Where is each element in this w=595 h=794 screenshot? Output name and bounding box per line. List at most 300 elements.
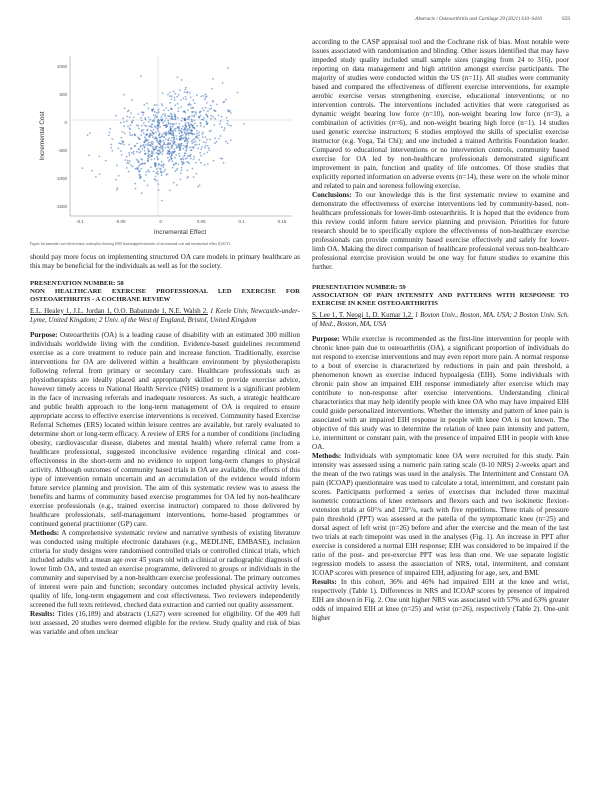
bootstrap-point [208, 149, 210, 151]
bootstrap-point [120, 122, 122, 124]
bootstrap-point [170, 151, 172, 153]
y-tick-label: -1000 [55, 176, 67, 181]
bootstrap-point [189, 92, 191, 94]
bootstrap-point [122, 131, 124, 133]
bootstrap-point [188, 123, 190, 125]
bootstrap-point [169, 190, 171, 192]
bootstrap-point [144, 104, 146, 106]
bootstrap-point [168, 123, 170, 125]
x-tick-label: 0.1 [238, 219, 245, 224]
bootstrap-point [131, 152, 133, 154]
bootstrap-point [199, 184, 201, 186]
bootstrap-point [129, 134, 131, 136]
bootstrap-point [200, 148, 202, 150]
bootstrap-point [172, 126, 174, 128]
bootstrap-point [182, 164, 184, 166]
bootstrap-point [170, 118, 172, 120]
bootstrap-point [197, 147, 199, 149]
bootstrap-point [211, 107, 213, 109]
bootstrap-point [163, 125, 165, 127]
bootstrap-point [207, 145, 209, 147]
bootstrap-point [121, 137, 123, 139]
bootstrap-point [169, 92, 171, 94]
bootstrap-point [183, 159, 185, 161]
bootstrap-point [174, 99, 176, 101]
bootstrap-point [138, 166, 140, 168]
bootstrap-point [200, 162, 202, 164]
bootstrap-point [150, 166, 152, 168]
bootstrap-point [155, 131, 157, 133]
bootstrap-point [134, 183, 136, 185]
bootstrap-point [181, 120, 183, 122]
bootstrap-point [194, 144, 196, 146]
bootstrap-point [224, 127, 226, 129]
bootstrap-point [147, 143, 149, 145]
bootstrap-point [121, 140, 123, 142]
bootstrap-point [166, 153, 168, 155]
bootstrap-point [170, 139, 172, 141]
bootstrap-point [199, 111, 201, 113]
bootstrap-point [117, 187, 119, 189]
bootstrap-point [178, 126, 180, 128]
results-section [312, 578, 569, 623]
bootstrap-point [160, 145, 162, 147]
bootstrap-point [154, 158, 156, 160]
bootstrap-point [200, 115, 202, 117]
presentation-58-title: NON HEALTHCARE EXERCISE PROFESSIONAL LED EXERCISE FOR OSTEOARTHRITIS - A COCHRANE REVIEW [30, 288, 300, 304]
bootstrap-point [218, 115, 220, 117]
bootstrap-point [108, 135, 110, 137]
bootstrap-point [139, 138, 141, 140]
bootstrap-point [184, 91, 186, 93]
bootstrap-point [151, 143, 153, 145]
bootstrap-point [155, 127, 157, 129]
bootstrap-point [159, 139, 161, 141]
bootstrap-point [172, 151, 174, 153]
bootstrap-point [167, 146, 169, 148]
bootstrap-point [200, 122, 202, 124]
bootstrap-point [188, 118, 190, 120]
x-tick-label: 0.05 [196, 219, 206, 224]
bootstrap-point [149, 156, 151, 158]
bootstrap-point [126, 156, 128, 158]
bootstrap-point [200, 125, 202, 127]
bootstrap-point [209, 108, 211, 110]
bootstrap-point [129, 127, 131, 129]
bootstrap-point [154, 179, 156, 181]
bootstrap-point [191, 121, 193, 123]
bootstrap-point [193, 158, 195, 160]
bootstrap-point [230, 112, 232, 114]
bootstrap-point [157, 173, 159, 175]
bootstrap-point [145, 174, 147, 176]
bootstrap-point [160, 136, 162, 138]
methods-text: A comprehensive systematic review and narrative synthesis of existing literature was conducted using multiple electronic databases (e.g., MEDLINE, EMBASE), inclusion criteria for study designs were randomised controlled trials or controlled clinical trials, which included adults with a mean age over 45 years old with a clinical or radiographic diagnosis of lower limb OA, and tested an exercise programme, delivered to groups or individuals in the community and supervised by a non-healthcare exercise professional. The primary outcomes of interest were pain and function; secondary outcomes included physical activity levels, quality of life, long-term engagement and cost effectiveness. Two reviewers independently screened the full texts retrieved, checked data extraction and carried out quality assessment. [30, 528, 300, 609]
bootstrap-point [211, 88, 213, 90]
bootstrap-point [153, 148, 155, 150]
bootstrap-point [196, 130, 198, 132]
bootstrap-point [202, 132, 204, 134]
bootstrap-point [196, 94, 198, 96]
bootstrap-point [125, 159, 127, 161]
bootstrap-point [220, 120, 222, 122]
bootstrap-point [116, 165, 118, 167]
bootstrap-point [143, 122, 145, 124]
bootstrap-point [144, 136, 146, 138]
bootstrap-point [202, 136, 204, 138]
bootstrap-point [196, 144, 198, 146]
bootstrap-point [169, 159, 171, 161]
bootstrap-point [160, 165, 162, 167]
bootstrap-point [209, 138, 211, 140]
bootstrap-point [194, 128, 196, 130]
affiliations: 1 Keele Univ, Newcastle-under-Lyme, United Kingdom; 2 Univ. of the West of England, Bristol, United Kingdom [30, 306, 301, 324]
x-tick-label: 0.15 [277, 219, 287, 224]
bootstrap-point [160, 147, 162, 149]
methods-text: Individuals with symptomatic knee OA were recruited for this study. Pain intensity was assessed using a numeric pain rating scale (0-10 NRS) 2-weeks apart and the mean of the two ratings was used in the analysis. The Intermittent and Constant OA pain (ICOAP) questionnaire was used to calculate a total, intermittent, and constant pain scores. Participants performed a series of exercises that included three maximal isometric contractions of knee extensors and flexors each and two isokinetic flexion-extension trials at 60°/s and 120°/s, each with five repetitions. Three trials of pressure pain threshold (PPT) was assessed at the patella of the symptomatic knee (n=25) and dorsal aspect of left wrist (n=26) before and after the exercise and the mean of the last two trials at each timepoint was used in the analyses (Fig. 1). An increase in PPT after exercise is considered a normal EIH response; EIH was considered to be impaired if the ratio of the post- and pre-exercise PPT was less than one. We use separate logistic regression models to assess the association of NRS, total, intermittent, and constant ICOAP scores with presence of impaired EIH, adjusting for age, sex, and BMI. [312, 451, 569, 577]
bootstrap-point [189, 116, 191, 118]
conclusions-section [312, 191, 569, 272]
bootstrap-point [167, 119, 169, 121]
bootstrap-point [243, 123, 245, 125]
bootstrap-point [191, 119, 193, 121]
bootstrap-point [196, 125, 198, 127]
bootstrap-point [202, 107, 204, 109]
bootstrap-point [154, 117, 156, 119]
bootstrap-point [154, 111, 156, 113]
bootstrap-point [131, 99, 133, 101]
bootstrap-point [173, 91, 175, 93]
bootstrap-point [136, 151, 138, 153]
bootstrap-point [105, 160, 107, 162]
bootstrap-point [172, 130, 174, 132]
bootstrap-point [180, 143, 182, 145]
bootstrap-point [174, 170, 176, 172]
bootstrap-point [204, 98, 206, 100]
bootstrap-point [175, 128, 177, 130]
methods-section [30, 529, 300, 610]
bootstrap-point [157, 183, 159, 185]
bootstrap-point [155, 176, 157, 178]
bootstrap-point [237, 92, 239, 94]
bootstrap-point [138, 113, 140, 115]
bootstrap-point [221, 126, 223, 128]
bootstrap-point [155, 163, 157, 165]
bootstrap-point [140, 75, 142, 77]
bootstrap-point [205, 93, 207, 95]
bootstrap-point [146, 134, 148, 136]
figure-caption: Figure. Incremental cost-effectiveness scatterplot showing 1000 bootstrapped estimates of incremental cost and incremental effect (QALY). [30, 242, 231, 246]
bootstrap-point [140, 134, 142, 136]
bootstrap-point [179, 89, 181, 91]
bootstrap-point [192, 99, 194, 101]
bootstrap-point [210, 115, 212, 117]
bootstrap-point [141, 192, 143, 194]
bootstrap-point [162, 146, 164, 148]
bootstrap-point [147, 108, 149, 110]
bootstrap-point [156, 156, 158, 158]
bootstrap-point [147, 169, 149, 171]
bootstrap-point [212, 101, 214, 103]
bootstrap-point [177, 76, 179, 78]
bootstrap-point [147, 184, 149, 186]
bootstrap-point [133, 151, 135, 153]
presentation-59-title: ASSOCIATION OF PAIN INTENSITY AND PATTERNS WITH RESPONSE TO EXERCISE IN KNEE OSTEOARTHRITIS [312, 292, 569, 308]
bootstrap-point [164, 169, 166, 171]
bootstrap-point [169, 142, 171, 144]
bootstrap-point [145, 144, 147, 146]
bootstrap-point [168, 142, 170, 144]
presentation-58-authors [30, 307, 300, 325]
bootstrap-point [167, 157, 169, 159]
bootstrap-point [149, 119, 151, 121]
bootstrap-point [223, 102, 225, 104]
bootstrap-point [174, 93, 176, 95]
bootstrap-point [98, 156, 100, 158]
bootstrap-point [182, 134, 184, 136]
bootstrap-point [155, 114, 157, 116]
bootstrap-point [161, 153, 163, 155]
bootstrap-point [158, 134, 160, 136]
bootstrap-point [163, 132, 165, 134]
bootstrap-point [127, 160, 129, 162]
bootstrap-point [124, 132, 126, 134]
bootstrap-point [123, 144, 125, 146]
bootstrap-point [207, 152, 209, 154]
bootstrap-point [154, 166, 156, 168]
bootstrap-point [179, 136, 181, 138]
bootstrap-point [185, 87, 187, 89]
bootstrap-point [170, 126, 172, 128]
bootstrap-point [99, 173, 101, 175]
bootstrap-point [136, 124, 138, 126]
conclusions-text: To our knowledge this is the first systematic review to examine and demonstrate the effectiveness of exercise interventions led by community-based, non-healthcare professionals for lower-limb osteoarthritis. It is hoped that the evidence from this review could inform future service planning and provision. Priorities for future research should be to specifically explore the effectiveness of non-healthcare exercise professionals can provide community based exercise effectively and safely for lower-limb OA. Making the direct comparison of healthcare professional versus non-healthcare professional exercise provision would be one way for future studies to examine this further. [312, 191, 569, 271]
bootstrap-point [197, 133, 199, 135]
bootstrap-point [151, 131, 153, 133]
bootstrap-point [188, 161, 190, 163]
bootstrap-point [201, 133, 203, 135]
bootstrap-point [159, 168, 161, 170]
bootstrap-point [156, 116, 158, 118]
bootstrap-point [176, 146, 178, 148]
bootstrap-point [123, 125, 125, 127]
bootstrap-point [156, 168, 158, 170]
bootstrap-point [195, 137, 197, 139]
bootstrap-point [221, 158, 223, 160]
bootstrap-point [176, 96, 178, 98]
bootstrap-point [162, 148, 164, 150]
bootstrap-point [198, 144, 200, 146]
bootstrap-point [172, 167, 174, 169]
bootstrap-point [230, 139, 232, 141]
bootstrap-point [159, 136, 161, 138]
bootstrap-point [128, 152, 130, 154]
conclusions-label: Conclusions: [312, 191, 352, 199]
bootstrap-point [185, 122, 187, 124]
y-tick-label: -500 [57, 148, 67, 153]
bootstrap-point [184, 110, 186, 112]
bootstrap-point [130, 124, 132, 126]
bootstrap-point [181, 132, 183, 134]
bootstrap-point [161, 103, 163, 105]
bootstrap-point [138, 161, 140, 163]
right-column [312, 38, 569, 623]
bootstrap-point [173, 164, 175, 166]
purpose-section [312, 335, 569, 452]
bootstrap-point [174, 118, 176, 120]
bootstrap-point [149, 154, 151, 156]
bootstrap-point [200, 96, 202, 98]
bootstrap-point [214, 138, 216, 140]
bootstrap-point [181, 128, 183, 130]
bootstrap-point [152, 146, 154, 148]
bootstrap-point [202, 95, 204, 97]
bootstrap-point [179, 155, 181, 157]
bootstrap-point [168, 110, 170, 112]
bootstrap-point [187, 139, 189, 141]
bootstrap-point [153, 119, 155, 121]
bootstrap-point [137, 136, 139, 138]
bootstrap-point [203, 117, 205, 119]
bootstrap-point [223, 130, 225, 132]
bootstrap-point [109, 128, 111, 130]
bootstrap-point [191, 149, 193, 151]
bootstrap-point [152, 153, 154, 155]
bootstrap-point [158, 119, 160, 121]
bootstrap-point [184, 129, 186, 131]
bootstrap-point [144, 118, 146, 120]
bootstrap-point [193, 120, 195, 122]
bootstrap-point [190, 154, 192, 156]
bootstrap-point [143, 142, 145, 144]
bootstrap-point [204, 164, 206, 166]
bootstrap-point [171, 137, 173, 139]
results-label: Results: [30, 609, 55, 618]
bootstrap-point [170, 116, 172, 118]
bootstrap-point [169, 132, 171, 134]
bootstrap-point [205, 142, 207, 144]
bootstrap-point [190, 132, 192, 134]
bootstrap-point [109, 132, 111, 134]
bootstrap-point [136, 143, 138, 145]
bootstrap-point [192, 133, 194, 135]
bootstrap-point [162, 92, 164, 94]
bootstrap-point [216, 141, 218, 143]
bootstrap-point [153, 132, 155, 134]
bootstrap-point [111, 138, 113, 140]
bootstrap-point [208, 147, 210, 149]
bootstrap-point [207, 163, 209, 165]
purpose-label: Purpose: [30, 330, 58, 339]
bootstrap-point [164, 136, 166, 138]
bootstrap-point [121, 154, 123, 156]
bootstrap-point [152, 110, 154, 112]
bootstrap-point [157, 120, 159, 122]
bootstrap-point [133, 153, 135, 155]
bootstrap-point [213, 160, 215, 162]
bootstrap-point [140, 176, 142, 178]
purpose-text: While exercise is recommended as the first-line intervention for people with chronic knee pain due to osteoarthritis (OA), a significant proportion of individuals do not respond to exercise interventions and may even report more pain. A normal response to a bout of exercise is characterized by reductions in pain and pain threshold, a phenomenon known as exercise induced hypoalgesia (EIH). Some individuals with chronic pain show an impaired EIH response immediately after exercise which may contribute to non-response after exercise interventions. Understanding clinical characteristics that may help identify people with knee OA who may have impaired EIH could guide personalized interventions. Whether the intensity and pattern of knee pain is associated with an impaired EIH response in people with knee OA is not known. The objective of this study was to determine the relation of knee pain intensity and pattern, i.e. intermittent or constant pain, with the presence of impaired EIH in people with knee OA. [312, 334, 569, 451]
bootstrap-point [137, 168, 139, 170]
x-tick-label: 0 [159, 219, 163, 224]
bootstrap-point [154, 104, 156, 106]
journal-citation: Abstracts / Osteoarthritis and Cartilage 29 (2021) S10–S410 [415, 16, 542, 22]
bootstrap-point [130, 147, 132, 149]
bootstrap-point [161, 174, 163, 176]
bootstrap-point [163, 109, 165, 111]
bootstrap-point [179, 132, 181, 134]
bootstrap-point [126, 162, 128, 164]
bootstrap-point [151, 155, 153, 157]
bootstrap-point [157, 128, 159, 130]
bootstrap-point [179, 148, 181, 150]
bootstrap-point [175, 116, 177, 118]
bootstrap-point [203, 141, 205, 143]
bootstrap-point [155, 147, 157, 149]
bootstrap-point [194, 133, 196, 135]
bootstrap-point [110, 147, 112, 149]
bootstrap-point [150, 144, 152, 146]
bootstrap-point [201, 146, 203, 148]
bootstrap-point [128, 171, 130, 173]
bootstrap-point [194, 138, 196, 140]
bootstrap-point [214, 142, 216, 144]
bootstrap-point [178, 153, 180, 155]
bootstrap-point [165, 133, 167, 135]
bootstrap-point [206, 95, 208, 97]
bootstrap-point [177, 103, 179, 105]
bootstrap-point [150, 130, 152, 132]
bootstrap-point [140, 146, 142, 148]
bootstrap-point [180, 178, 182, 180]
bootstrap-point [129, 160, 131, 162]
bootstrap-point [183, 145, 185, 147]
bootstrap-point [222, 82, 224, 84]
bootstrap-point [171, 160, 173, 162]
y-tick-label: 1000 [56, 64, 67, 69]
bootstrap-point [148, 171, 150, 173]
bootstrap-point [175, 162, 177, 164]
results-text: Titles (16,189) and abstracts (1,627) were screened for eligibility. Of the 409 full text assessed, 20 studies were deemed eligible for the review. Study quality and risk of bias was variable and often unclear [30, 609, 300, 636]
bootstrap-point [178, 146, 180, 148]
bootstrap-point [172, 118, 174, 120]
bootstrap-point [198, 116, 200, 118]
bootstrap-point [146, 102, 148, 104]
bootstrap-point [194, 114, 196, 116]
bootstrap-point [218, 138, 220, 140]
scatterplot-figure [30, 38, 302, 248]
results-section [30, 610, 300, 637]
bootstrap-point [129, 132, 131, 134]
bootstrap-point [127, 111, 129, 113]
bootstrap-point [228, 110, 230, 112]
bootstrap-point [190, 158, 192, 160]
bootstrap-point [126, 120, 128, 122]
bootstrap-point [163, 164, 165, 166]
bootstrap-point [162, 122, 164, 124]
bootstrap-point [191, 143, 193, 145]
bootstrap-point [225, 99, 227, 101]
bootstrap-point [161, 116, 163, 118]
purpose-label: Purpose: [312, 334, 340, 343]
bootstrap-point [156, 104, 158, 106]
bootstrap-point [143, 132, 145, 134]
bootstrap-point [191, 146, 193, 148]
bootstrap-point [140, 151, 142, 153]
bootstrap-point [173, 143, 175, 145]
bootstrap-point [164, 147, 166, 149]
bootstrap-point [110, 144, 112, 146]
